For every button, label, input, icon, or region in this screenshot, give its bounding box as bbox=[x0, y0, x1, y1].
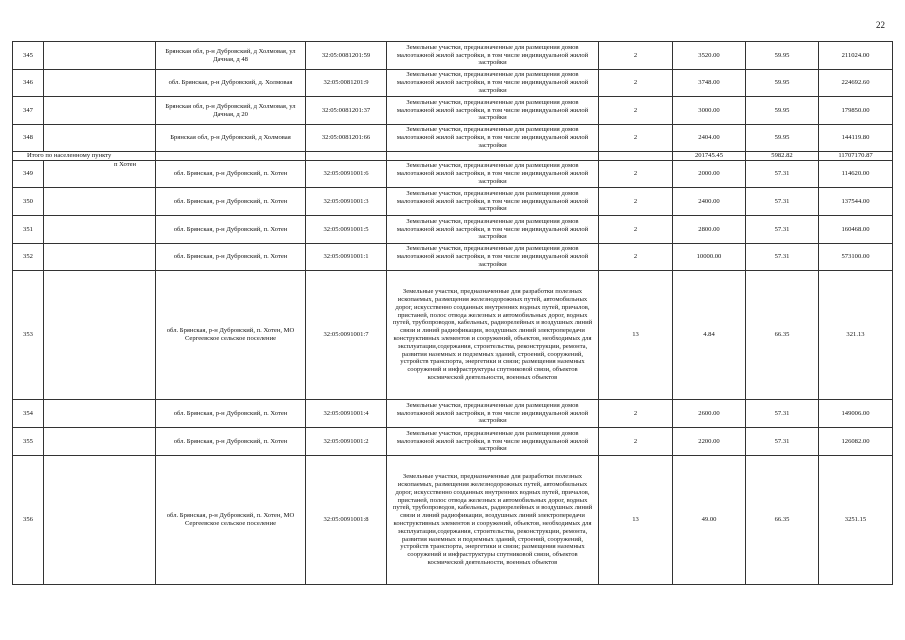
table-row bbox=[13, 97, 893, 125]
rate-cell: 57.31 bbox=[746, 244, 819, 271]
row-number: 347 bbox=[13, 97, 44, 125]
row-number: 352 bbox=[13, 244, 44, 271]
group-cell: 13 bbox=[599, 456, 673, 585]
total-label: Итого по населенному пункту bbox=[13, 152, 156, 161]
group-cell: 2 bbox=[599, 400, 673, 428]
group-cell: 2 bbox=[599, 188, 673, 216]
cadastral-value-cell: 137544.00 bbox=[819, 188, 893, 216]
empty-cell bbox=[44, 400, 156, 428]
total-area: 201745.45 bbox=[673, 152, 746, 161]
table-row bbox=[13, 400, 893, 428]
cadastral-number-cell: 32:05:0091001:6 bbox=[306, 161, 387, 188]
address-cell: Брянская обл, р-н Дубровский, д Холмовая, ул Дачная, д 48 bbox=[156, 42, 306, 70]
address-cell: Брянская обл, р-н Дубровский, д Холмовая bbox=[156, 125, 306, 152]
cadastral-number-cell: 32:05:0081201:66 bbox=[306, 125, 387, 152]
group-cell: 2 bbox=[599, 97, 673, 125]
cadastral-value-cell: 160468.00 bbox=[819, 216, 893, 244]
empty-cell bbox=[44, 97, 156, 125]
area-cell: 4.84 bbox=[673, 271, 746, 400]
rows-block-1 bbox=[13, 42, 893, 152]
address-cell: обл. Брянская, р-н Дубровский, п. Хотен bbox=[156, 216, 306, 244]
rate-cell: 57.31 bbox=[746, 161, 819, 188]
address-cell: обл. Брянская, р-н Дубровский, п. Хотен bbox=[156, 244, 306, 271]
cadastral-number-cell: 32:05:0081201:37 bbox=[306, 97, 387, 125]
cadastral-number-cell: 32:05:0091001:8 bbox=[306, 456, 387, 585]
area-cell: 2600.00 bbox=[673, 400, 746, 428]
cadastral-number-cell: 32:05:0091001:3 bbox=[306, 188, 387, 216]
row-number: 346 bbox=[13, 70, 44, 97]
table-row bbox=[13, 428, 893, 456]
rate-cell: 59.95 bbox=[746, 42, 819, 70]
rate-cell: 57.31 bbox=[746, 188, 819, 216]
group-cell: 2 bbox=[599, 70, 673, 97]
row-number: 355 bbox=[13, 428, 44, 456]
land-use-cell: Земельные участки, предназначенные для разработки полезных ископаемых, размещения железнодорожных путей, автомобильных дорог, искусственно созданных внутренних водных путей, причалов, пристаней, полос отвода железных и автомобильных дорог, водных путей, трубопроводов, кабельных, радиорелейных и воздушных линий связи и линий радиофикации, воздушных линий электропередачи конструктивных элементов и сооружений, объектов, необходимых для эксплуатации,содержания, строительства, реконструкции, ремонта, развития наземных и подземных зданий, строений, сооружений, устройств транспорта, энергетики и связи; размещения наземных сооружений и инфраструктуры спутниковой связи, объектов космической деятельности, военных объектов bbox=[387, 456, 599, 585]
cadastral-number-cell: 32:05:0091001:4 bbox=[306, 400, 387, 428]
group-cell: 2 bbox=[599, 125, 673, 152]
land-use-cell: Земельные участки, предназначенные для размещения домов малоэтажной жилой застройки, в том числе индивидуальной жилой застройки bbox=[387, 428, 599, 456]
total-rate: 5982.82 bbox=[746, 152, 819, 161]
cadastral-value-cell: 114620.00 bbox=[819, 161, 893, 188]
land-use-cell: Земельные участки, предназначенные для размещения домов малоэтажной жилой застройки, в том числе индивидуальной жилой застройки bbox=[387, 42, 599, 70]
table-row bbox=[13, 271, 893, 400]
cadastral-value-cell: 179850.00 bbox=[819, 97, 893, 125]
address-cell: обл. Брянская, р-н Дубровский, п. Хотен bbox=[156, 188, 306, 216]
group-cell: 13 bbox=[599, 271, 673, 400]
group-cell: 2 bbox=[599, 42, 673, 70]
row-number: 353 bbox=[13, 271, 44, 400]
rate-cell: 57.31 bbox=[746, 400, 819, 428]
group-cell: 2 bbox=[599, 428, 673, 456]
address-cell: обл. Брянская, р-н Дубровский, п. Хотен bbox=[156, 400, 306, 428]
rate-cell: 66.35 bbox=[746, 271, 819, 400]
area-cell: 2200.00 bbox=[673, 428, 746, 456]
empty-cell bbox=[44, 456, 156, 585]
address-cell: Брянская обл, р-н Дубровский, д Холмовая, ул Дачная, д 20 bbox=[156, 97, 306, 125]
cadastral-number-cell: 32:05:0081201:59 bbox=[306, 42, 387, 70]
empty-cell bbox=[44, 216, 156, 244]
total-value: 11707170.87 bbox=[819, 152, 893, 161]
rate-cell: 66.35 bbox=[746, 456, 819, 585]
land-use-cell: Земельные участки, предназначенные для размещения домов малоэтажной жилой застройки, в том числе индивидуальной жилой застройки bbox=[387, 70, 599, 97]
empty-cell bbox=[44, 188, 156, 216]
land-use-cell: Земельные участки, предназначенные для разработки полезных ископаемых, размещения железнодорожных путей, автомобильных дорог, искусственно созданных внутренних водных путей, причалов, пристаней, полос отвода железных и автомобильных дорог, водных путей, трубопроводов, кабельных, радиорелейных и воздушных линий связи и линий радиофикации, воздушных линий электропередачи конструктивных элементов и сооружений, объектов, необходимых для эксплуатации,содержания, строительства, реконструкции, ремонта, развития наземных и подземных зданий, строений, сооружений, устройств транспорта, энергетики и связи; размещения наземных сооружений и инфраструктуры спутниковой связи, объектов космической деятельности, военных объектов bbox=[387, 271, 599, 400]
cadastral-value-cell: 321.13 bbox=[819, 271, 893, 400]
empty-cell bbox=[44, 70, 156, 97]
rate-cell: 59.95 bbox=[746, 70, 819, 97]
rate-cell: 57.31 bbox=[746, 216, 819, 244]
table-row bbox=[13, 70, 893, 97]
area-cell: 49.00 bbox=[673, 456, 746, 585]
land-plots-table bbox=[12, 41, 893, 585]
table-row bbox=[13, 125, 893, 152]
row-number: 356 bbox=[13, 456, 44, 585]
rows-block-2 bbox=[13, 161, 893, 585]
land-use-cell: Земельные участки, предназначенные для размещения домов малоэтажной жилой застройки, в том числе индивидуальной жилой застройки bbox=[387, 400, 599, 428]
total-row bbox=[13, 152, 893, 161]
empty-cell bbox=[44, 125, 156, 152]
table-row bbox=[13, 161, 893, 188]
cadastral-number-cell: 32:05:0081201:9 bbox=[306, 70, 387, 97]
address-cell: обл. Брянская, р-н Дубровский, п. Хотен bbox=[156, 161, 306, 188]
row-number: 354 bbox=[13, 400, 44, 428]
rate-cell: 57.31 bbox=[746, 428, 819, 456]
group-cell: 2 bbox=[599, 216, 673, 244]
land-use-cell: Земельные участки, предназначенные для размещения домов малоэтажной жилой застройки, в том числе индивидуальной жилой застройки bbox=[387, 125, 599, 152]
table-row bbox=[13, 188, 893, 216]
area-cell: 2404.00 bbox=[673, 125, 746, 152]
land-use-cell: Земельные участки, предназначенные для размещения домов малоэтажной жилой застройки, в том числе индивидуальной жилой застройки bbox=[387, 216, 599, 244]
cadastral-value-cell: 3251.15 bbox=[819, 456, 893, 585]
address-cell: обл. Брянская, р-н Дубровский, п. Хотен, МО Сергеевское сельское поселение bbox=[156, 456, 306, 585]
empty-cell bbox=[44, 244, 156, 271]
group-cell: 2 bbox=[599, 244, 673, 271]
table-row bbox=[13, 456, 893, 585]
row-number: 350 bbox=[13, 188, 44, 216]
settlement-subheader: п Хотен bbox=[44, 161, 156, 188]
land-use-cell: Земельные участки, предназначенные для размещения домов малоэтажной жилой застройки, в том числе индивидуальной жилой застройки bbox=[387, 188, 599, 216]
cadastral-number-cell: 32:05:0091001:5 bbox=[306, 216, 387, 244]
cadastral-value-cell: 224692.60 bbox=[819, 70, 893, 97]
cadastral-number-cell: 32:05:0091001:2 bbox=[306, 428, 387, 456]
land-use-cell: Земельные участки, предназначенные для размещения домов малоэтажной жилой застройки, в том числе индивидуальной жилой застройки bbox=[387, 161, 599, 188]
row-number: 348 bbox=[13, 125, 44, 152]
area-cell: 3000.00 bbox=[673, 97, 746, 125]
cadastral-value-cell: 573100.00 bbox=[819, 244, 893, 271]
table-row bbox=[13, 244, 893, 271]
cadastral-value-cell: 126082.00 bbox=[819, 428, 893, 456]
area-cell: 3748.00 bbox=[673, 70, 746, 97]
land-use-cell: Земельные участки, предназначенные для размещения домов малоэтажной жилой застройки, в том числе индивидуальной жилой застройки bbox=[387, 97, 599, 125]
area-cell: 2000.00 bbox=[673, 161, 746, 188]
area-cell: 3520.00 bbox=[673, 42, 746, 70]
address-cell: обл. Брянская, р-н Дубровский, п. Хотен bbox=[156, 428, 306, 456]
cadastral-number-cell: 32:05:0091001:1 bbox=[306, 244, 387, 271]
cadastral-value-cell: 211024.00 bbox=[819, 42, 893, 70]
page-number: 22 bbox=[876, 20, 885, 30]
address-cell: обл. Брянская, р-н Дубровский, п. Хотен, МО Сергеевское сельское поселение bbox=[156, 271, 306, 400]
table-row bbox=[13, 216, 893, 244]
total-block bbox=[13, 152, 893, 161]
empty-cell bbox=[44, 271, 156, 400]
cadastral-value-cell: 144119.80 bbox=[819, 125, 893, 152]
cadastral-value-cell: 149006.00 bbox=[819, 400, 893, 428]
empty-cell bbox=[44, 428, 156, 456]
table-row bbox=[13, 42, 893, 70]
cadastral-number-cell: 32:05:0091001:7 bbox=[306, 271, 387, 400]
empty-cell bbox=[44, 42, 156, 70]
address-cell: обл. Брянская, р-н Дубровский, д. Холмовая bbox=[156, 70, 306, 97]
area-cell: 10000.00 bbox=[673, 244, 746, 271]
land-use-cell: Земельные участки, предназначенные для размещения домов малоэтажной жилой застройки, в том числе индивидуальной жилой застройки bbox=[387, 244, 599, 271]
row-number: 345 bbox=[13, 42, 44, 70]
area-cell: 2800.00 bbox=[673, 216, 746, 244]
group-cell: 2 bbox=[599, 161, 673, 188]
rate-cell: 59.95 bbox=[746, 97, 819, 125]
row-number: 351 bbox=[13, 216, 44, 244]
area-cell: 2400.00 bbox=[673, 188, 746, 216]
rate-cell: 59.95 bbox=[746, 125, 819, 152]
row-number: 349 bbox=[13, 161, 44, 188]
